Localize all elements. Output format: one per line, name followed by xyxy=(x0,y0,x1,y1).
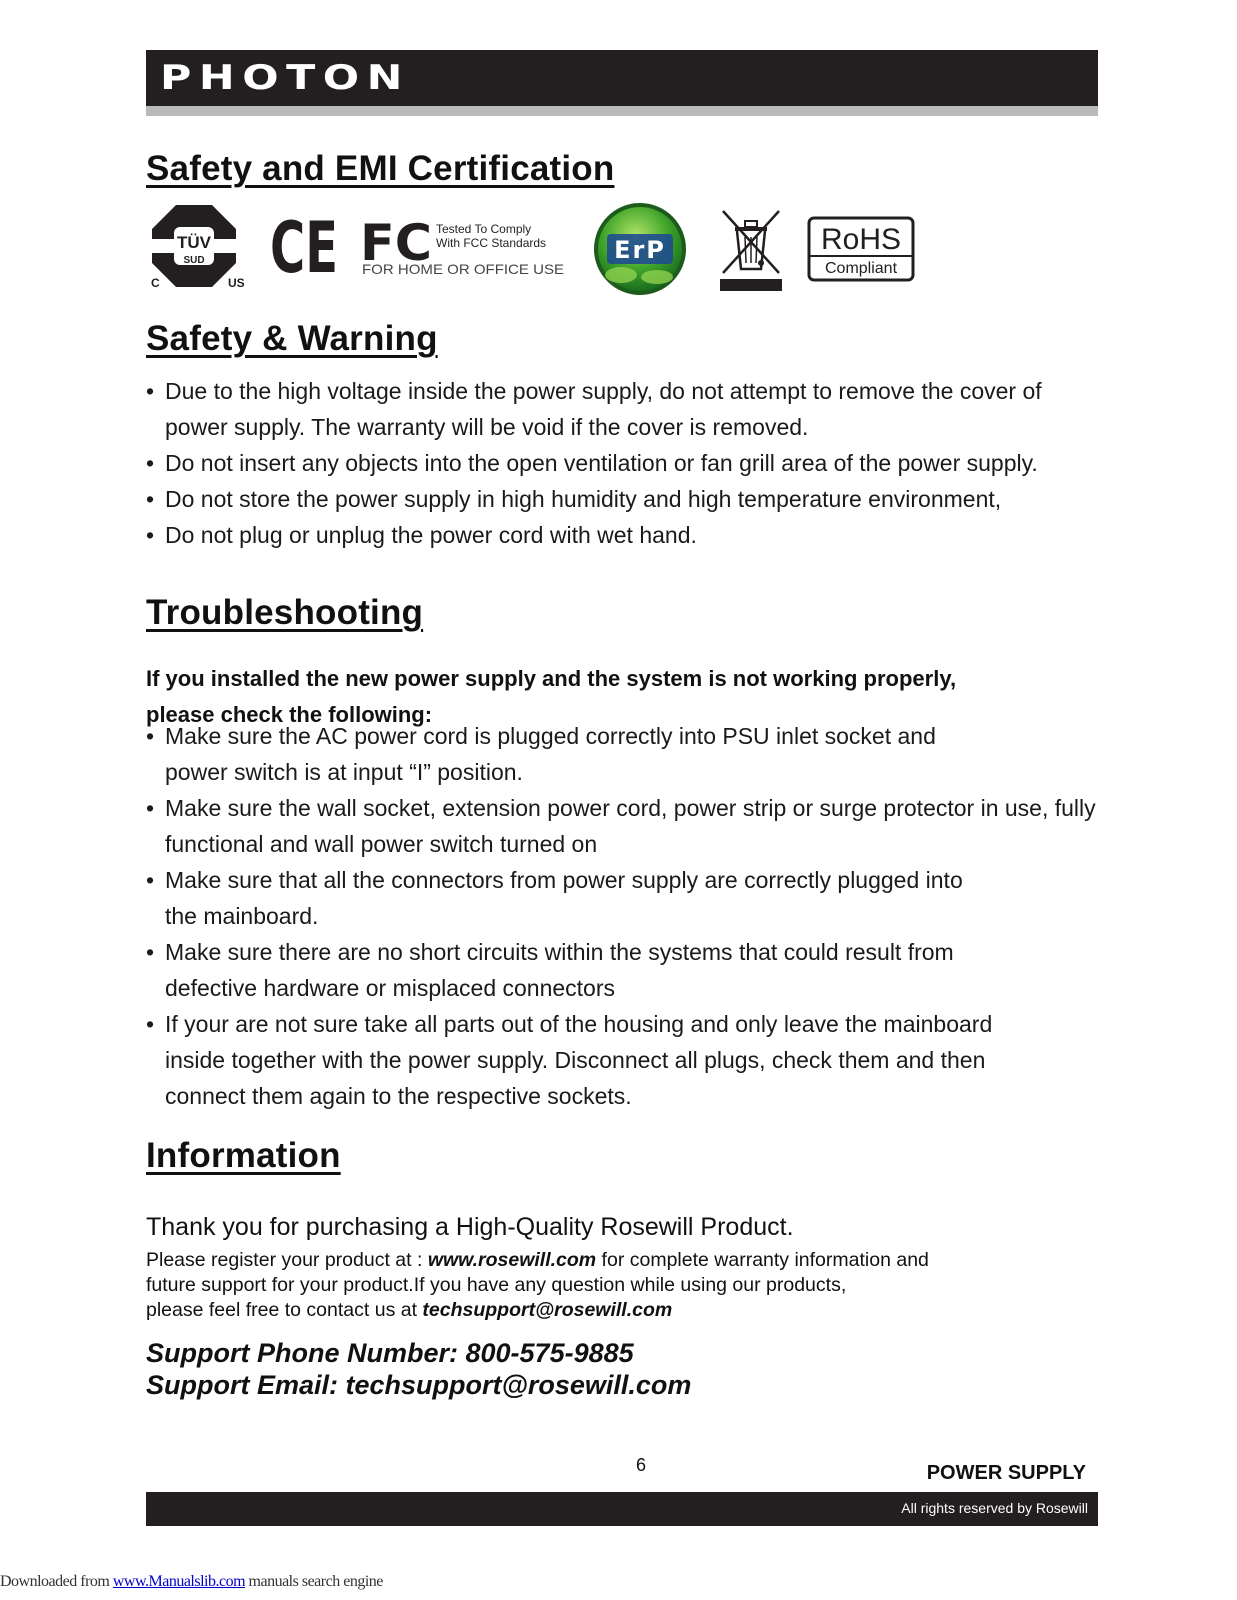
photon-logo xyxy=(160,56,420,96)
header-rule xyxy=(146,106,1098,116)
safety-list xyxy=(146,373,1086,553)
svg-text:CE: CE xyxy=(270,207,338,289)
fcc-mark xyxy=(360,214,570,280)
thanks-text: Thank you for purchasing a High-Quality Rosewill Product. xyxy=(146,1213,794,1241)
list-item: • Do not insert any objects into the open ventilation or fan grill area of the power supply. xyxy=(146,450,1038,476)
footer-rights: All rights reserved by Rosewill xyxy=(901,1500,1088,1516)
svg-text:FOR HOME OR OFFICE USE: FOR HOME OR OFFICE USE xyxy=(362,261,564,277)
list-item: • Make sure the AC power cord is plugged correctly into PSU inlet socket and power switch is at input “I” position. xyxy=(146,723,936,785)
svg-text:With FCC Standards: With FCC Standards xyxy=(436,236,547,250)
svg-text:US: US xyxy=(228,276,245,290)
svg-text:PHOTON: PHOTON xyxy=(160,58,410,98)
list-item: • Due to the high voltage inside the power supply, do not attempt to remove the cover of power supply. The warranty will be void if the cover is removed. xyxy=(146,378,1042,440)
svg-text:C: C xyxy=(151,276,160,290)
svg-text:Compliant: Compliant xyxy=(824,260,898,277)
footer-bar xyxy=(146,1492,1098,1526)
contact-email-link[interactable]: techsupport@rosewill.com xyxy=(422,1299,673,1321)
info-text: Please register your product at : www.rosewill.com for complete warranty information and future support for your product.If you have any question while using our products, please feel free to contact us at techsupport@rosewill.com xyxy=(146,1249,929,1321)
troubleshooting-list xyxy=(146,718,1096,1114)
support-email: Support Email: techsupport@rosewill.com xyxy=(146,1370,692,1400)
information-title: Information xyxy=(146,1136,341,1175)
rohs-logo xyxy=(807,216,915,282)
erp-logo xyxy=(591,201,689,297)
list-item: • Make sure that all the connectors from power supply are correctly plugged into the mainboard. xyxy=(146,867,963,929)
page-number: 6 xyxy=(636,1455,647,1475)
svg-text:TÜV: TÜV xyxy=(177,233,211,252)
svg-text:RoHS: RoHS xyxy=(820,223,902,256)
ce-mark xyxy=(270,207,340,289)
tuv-logo xyxy=(148,203,248,295)
list-item: • If your are not sure take all parts out of the housing and only leave the mainboard inside together with the power supply. Disconnect all plugs, check them and then connect them again to the respective sockets. xyxy=(146,1011,993,1109)
troubleshooting-title: Troubleshooting xyxy=(146,593,424,632)
list-item: • Make sure the wall socket, extension power cord, power strip or surge protector in use, fully functional and wall power switch turned on xyxy=(146,795,1096,857)
certification-title: Safety and EMI Certification xyxy=(146,149,615,188)
intro-line: please check the following: xyxy=(146,702,433,727)
manualslib-link[interactable]: www.Manualslib.com xyxy=(112,1573,246,1590)
footer-title: POWER SUPPLY xyxy=(926,1462,1086,1484)
list-item: • Do not store the power supply in high humidity and high temperature environment, xyxy=(146,486,1002,512)
svg-text:ErP: ErP xyxy=(614,236,666,264)
safety-title: Safety & Warning xyxy=(146,319,438,358)
list-item: • Do not plug or unplug the power cord with wet hand. xyxy=(146,522,697,548)
svg-text:FC: FC xyxy=(360,214,432,272)
weee-bin-icon xyxy=(718,205,784,293)
download-watermark: Downloaded from www.Manualslib.com manuals search engine xyxy=(0,1573,383,1590)
support-phone: Support Phone Number: 800-575-9885 xyxy=(146,1338,634,1368)
svg-text:Tested To Comply: Tested To Comply xyxy=(436,222,532,236)
website-link[interactable]: www.rosewill.com xyxy=(427,1249,597,1271)
intro-line: If you installed the new power supply and the system is not working properly, xyxy=(146,666,957,691)
list-item: • Make sure there are no short circuits within the systems that could result from defective hardware or misplaced connectors xyxy=(146,939,954,1001)
svg-text:SUD: SUD xyxy=(183,255,205,266)
